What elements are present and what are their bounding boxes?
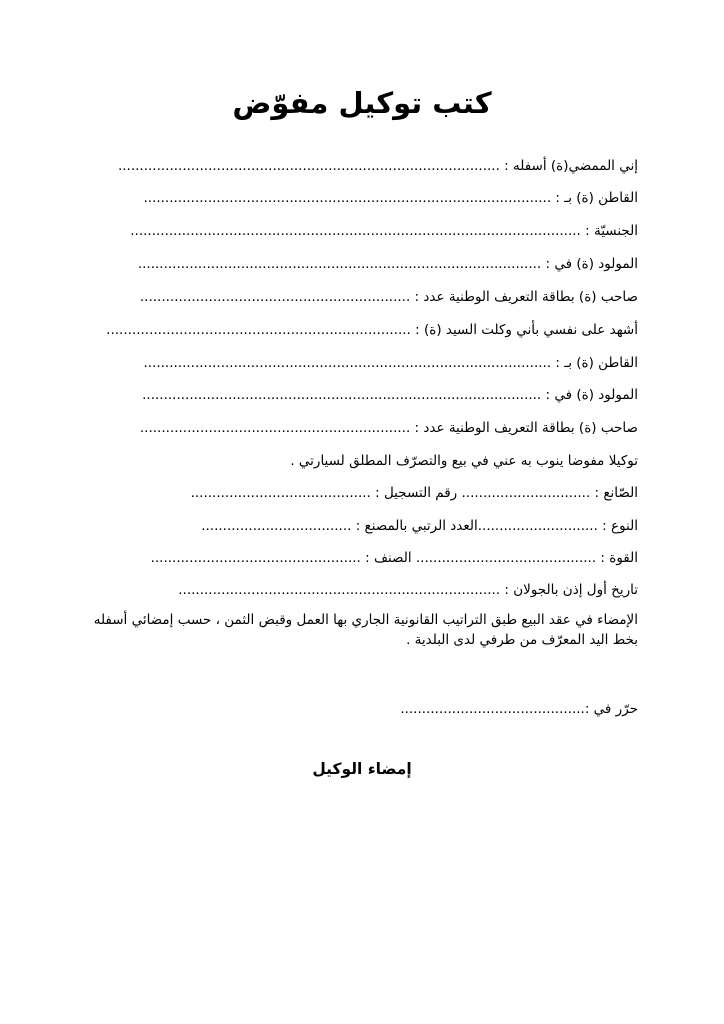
form-line-agent-residence: القاطن (ة) بـ : ............................................................................................... [143,355,638,371]
form-line-manufacturer: الصّانع : .............................. رقم التسجيل : .......................................... [190,485,638,501]
form-line-type: النوع : ............................العدد الرتبي بالمصنع : ................................... [201,518,638,534]
form-line-agent-id-card: صاحب (ة) بطاقة التعريف الوطنية عدد : ............................................................... [139,420,638,436]
form-line-nationality: الجنسيّة : ......................................................................................................... [130,223,638,239]
form-line-signer: إني الممضي(ة) أسفله : ......................................................................................... [117,158,638,174]
form-line-mandate: توكيلا مفوضا ينوب به عني في بيع والتصرّف المطلق لسيارتي . [290,453,638,469]
document-title: كتب توكيل مفوّض [232,86,492,120]
closing-paragraph: الإمضاء في عقد البيع طبق التراتيب القانونية الجاري بها العمل وقبض الثمن ، حسب إمضائي أسفله بخط اليد المعرّف من طرفي لدى البلدية . [93,612,638,648]
place-line: حرّر في :........................................... [400,701,638,717]
form-line-first-registration: تاريخ أول إذن بالجولان : ........................................................................... [178,582,638,598]
form-line-residence: القاطن (ة) بـ : ............................................................................................... [143,190,638,206]
form-line-power: القوة : .......................................... الصنف : ................................................. [150,550,638,566]
form-line-agent-birthplace: المولود (ة) في : ............................................................................................. [142,387,638,403]
form-line-birthplace: المولود (ة) في : .............................................................................................. [137,256,638,272]
form-line-agent: أشهد على نفسي بأني وكلت السيد (ة) : ....................................................................... [106,322,638,338]
signature-label: إمضاء الوكيل [312,760,412,778]
form-line-id-card: صاحب (ة) بطاقة التعريف الوطنية عدد : ............................................................... [139,289,638,305]
